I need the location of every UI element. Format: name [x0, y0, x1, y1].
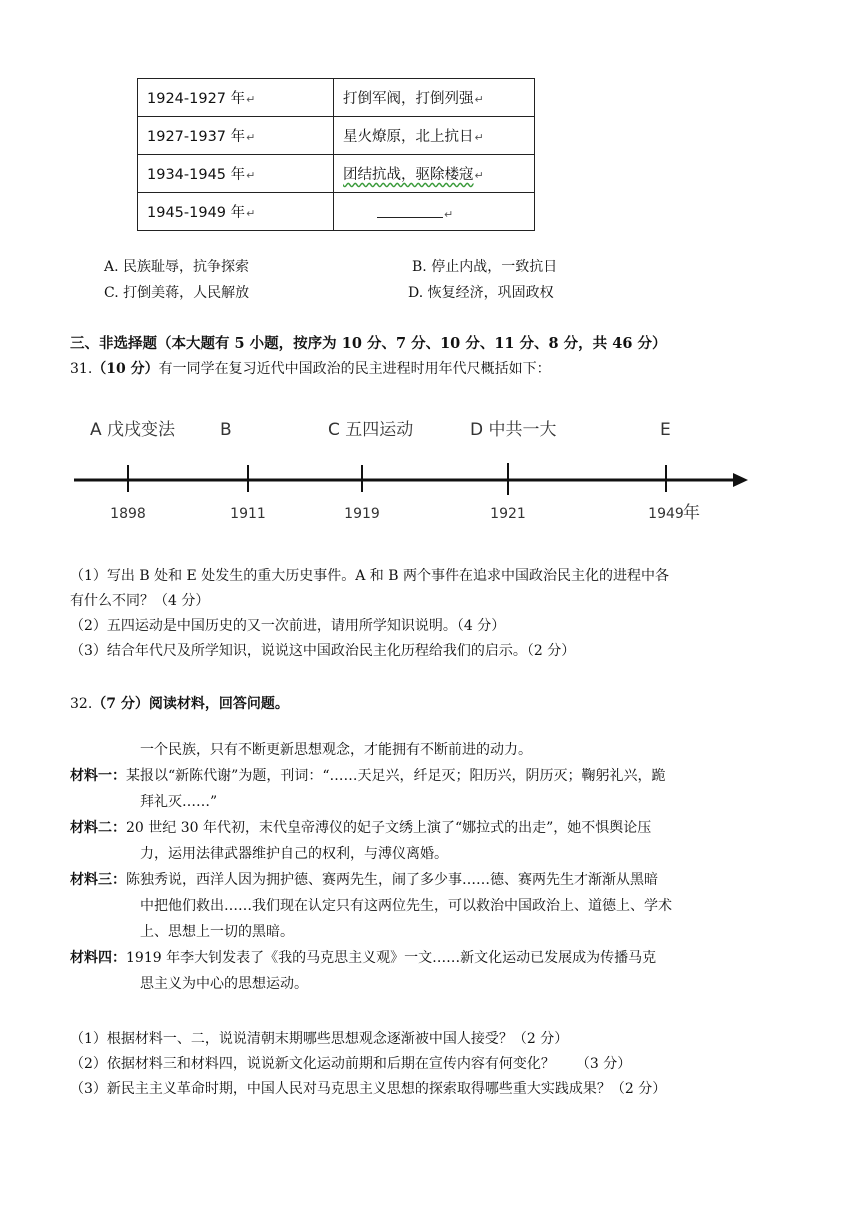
table-row [138, 117, 535, 155]
theme-cell: 打倒军阀，打倒列强↵ [334, 79, 535, 117]
timeline-year-label: 1949 [648, 506, 684, 522]
timeline-event-label: B [220, 420, 232, 440]
section-heading: 三、非选择题（本大题有 5 小题，按序为 10 分、7 分、10 分、11 分、8 分，共 46 分） [70, 335, 667, 352]
material-1-cont: 拜礼灭……” [140, 794, 218, 810]
period-text: 1924-1927 年 [147, 91, 246, 107]
question-32-stem [70, 693, 289, 713]
theme-cell: 团结抗战，驱除楼寇↵ [334, 155, 535, 193]
question-31-stem [70, 358, 551, 378]
q31-sub2: （2）五四运动是中国历史的又一次前进，请用所学知识说明。（4 分） [70, 618, 506, 634]
theme-cell-blank: ↵ [334, 193, 535, 231]
timeline-year-label: 1921 [490, 506, 526, 522]
table-row [138, 193, 535, 231]
period-text: 1927-1937 年 [147, 129, 246, 145]
period-text: 1934-1945 年 [147, 167, 246, 183]
question-number: 31. [70, 361, 93, 377]
material-1 [70, 763, 665, 789]
q31-sub1-line2: 有什么不同？（4 分） [70, 593, 210, 609]
q31-sub3: （3）结合年代尺及所学知识，说说这中国政治民主化历程给我们的启示。（2 分） [70, 643, 576, 659]
material-3 [70, 867, 658, 893]
material-4-cont: 思主义为中心的思想运动。 [140, 976, 308, 992]
timeline-arrow [733, 473, 748, 487]
material-intro: 一个民族，只有不断更新思想观念，才能拥有不断前进的动力。 [140, 742, 532, 758]
timeline-event-label: C 五四运动 [328, 420, 414, 440]
material-text: 1919 年李大钊发表了《我的马克思主义观》一文……新文化运动已发展成为传播马克 [126, 950, 657, 966]
question-text: 阅读材料，回答问题。 [148, 696, 289, 712]
option-d: D. 恢复经济，巩固政权 [408, 285, 554, 301]
question-score: （7 分） [92, 696, 149, 712]
timeline-year-label: 1911 [230, 506, 266, 522]
timeline-chart [70, 405, 760, 535]
timeline-year-label: 1919 [344, 506, 380, 522]
material-text: 陈独秀说，西洋人因为拥护德、赛两先生，闹了多少事……德、赛两先生才渐渐从黑暗 [126, 872, 658, 888]
material-3-cont-2: 上、思想上一切的黑暗。 [140, 924, 294, 940]
timeline-event-label: E [660, 420, 671, 440]
answer-blank [377, 201, 443, 218]
period-table [137, 78, 535, 231]
timeline-event-label: A 戊戌变法 [90, 420, 176, 440]
table-row [138, 79, 535, 117]
table-row [138, 155, 535, 193]
period-cell: 1927-1937 年↵ [138, 117, 334, 155]
material-2 [70, 815, 651, 841]
period-cell: 1924-1927 年↵ [138, 79, 334, 117]
timeline-year-label: 1898 [110, 506, 146, 522]
option-c: C. 打倒美蒋，人民解放 [104, 285, 250, 301]
theme-text: 打倒军阀，打倒列强 [343, 91, 474, 107]
theme-text: 星火燎原，北上抗日 [343, 129, 474, 145]
q32-sub1: （1）根据材料一、二，说说清朝末期哪些思想观念逐渐被中国人接受？（2 分） [70, 1031, 569, 1047]
material-label: 材料三： [70, 872, 126, 888]
period-text: 1945-1949 年 [147, 205, 246, 221]
theme-text: 团结抗战，驱除楼寇 [343, 167, 474, 183]
option-a: A. 民族耻辱，抗争探索 [104, 259, 250, 275]
timeline-marks [90, 420, 700, 523]
material-label: 材料四： [70, 950, 126, 966]
period-cell: 1934-1945 年↵ [138, 155, 334, 193]
theme-cell: 星火燎原，北上抗日↵ [334, 117, 535, 155]
material-3-cont-1: 中把他们救出……我们现在认定只有这两位先生，可以救治中国政治上、道德上、学术 [140, 898, 672, 914]
question-number: 32. [70, 696, 93, 712]
question-text: 有一同学在复习近代中国政治的民主进程时用年代尺概括如下： [158, 361, 551, 377]
material-4 [70, 945, 656, 971]
q32-sub3: （3）新民主主义革命时期，中国人民对马克思主义思想的探索取得哪些重大实践成果？（2 分） [70, 1081, 667, 1097]
q32-sub2: （2）依据材料三和材料四，说说新文化运动前期和后期在宣传内容有何变化？ （3 分） [70, 1056, 632, 1072]
timeline-event-label: D 中共一大 [470, 420, 557, 440]
question-score: （10 分） [92, 361, 159, 377]
option-b: B. 停止内战，一致抗日 [412, 259, 558, 275]
timeline-unit-label: 年 [683, 503, 700, 523]
material-text: 20 世纪 30 年代初，末代皇帝溥仪的妃子文绣上演了“娜拉式的出走”，她不惧舆论压 [126, 820, 652, 836]
material-text: 某报以“新陈代谢”为题，刊词：“……天足兴，纤足灭；阳历兴，阴历灭；鞠躬礼兴，跪 [126, 768, 666, 784]
material-label: 材料二： [70, 820, 126, 836]
material-2-cont: 力，运用法律武器维护自己的权利，与溥仪离婚。 [140, 846, 448, 862]
period-cell: 1945-1949 年↵ [138, 193, 334, 231]
q31-sub1-line1: （1）写出 B 处和 E 处发生的重大历史事件。A 和 B 两个事件在追求中国政治民主化的进程中各 [70, 568, 669, 584]
material-label: 材料一： [70, 768, 126, 784]
